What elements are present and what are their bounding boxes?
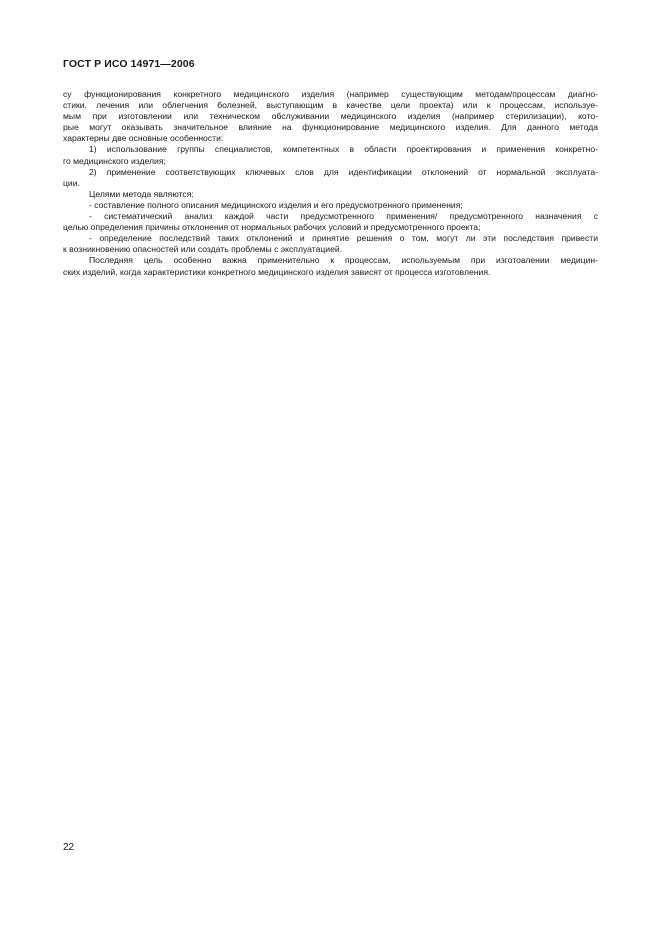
list-item-line: - систематический анализ каждой части предусмотренного применения/ предусмотренного назначения с — [89, 211, 598, 222]
text-line: ции. — [63, 177, 80, 188]
text-line: го медицинского изделия; — [63, 155, 166, 166]
text-line: ских изделий, когда характеристики конкретного медицинского изделия зависят от процесса изготовления. — [63, 266, 491, 277]
text-line: стики, лечения или облегчения болезней, выступающим в качестве цели проекта) или к процессам, используе- — [63, 100, 598, 111]
paragraph-line: Целями метода являются: — [89, 188, 194, 199]
text-line: су функционирования конкретного медицинского изделия (например существующим методам/процессам диагно- — [63, 89, 598, 99]
paragraph-line: Последняя цель особенно важна применительно к процессам, используемым при изготовлении медицин- — [89, 255, 598, 266]
list-item-line: 1) использование группы специалистов, компетентных в области проектирования и применения конкретно- — [89, 144, 598, 155]
text-line: мым при изготовлении или техническом обслуживании медицинского изделия (например стерилизации), кото- — [63, 111, 598, 122]
list-item-line: - составление полного описания медицинского изделия и его предусмотренного применения; — [89, 199, 463, 210]
page-number: 22 — [63, 842, 75, 853]
document-body — [63, 89, 598, 278]
list-item-line: - определение последствий таких отклонений и принятие решения о том, могут ли эти последствия привести — [89, 233, 598, 244]
text-line: характерны две основные особенности: — [63, 133, 224, 144]
list-item-line: 2) применение соответствующих ключевых слов для идентификации отклонений от нормальной эксплуата- — [89, 166, 598, 177]
document-header: ГОСТ Р ИСО 14971—2006 — [63, 58, 195, 70]
text-line: к возникновению опасностей или создать проблемы с эксплуатацией. — [63, 244, 343, 255]
text-line: целью определения причины отклонения от нормальных рабочих условий и предусмотренного проекта; — [63, 222, 481, 233]
text-line: рые могут оказывать значительное влияние на функционирование медицинского изделия. Для данного метода — [63, 122, 598, 133]
